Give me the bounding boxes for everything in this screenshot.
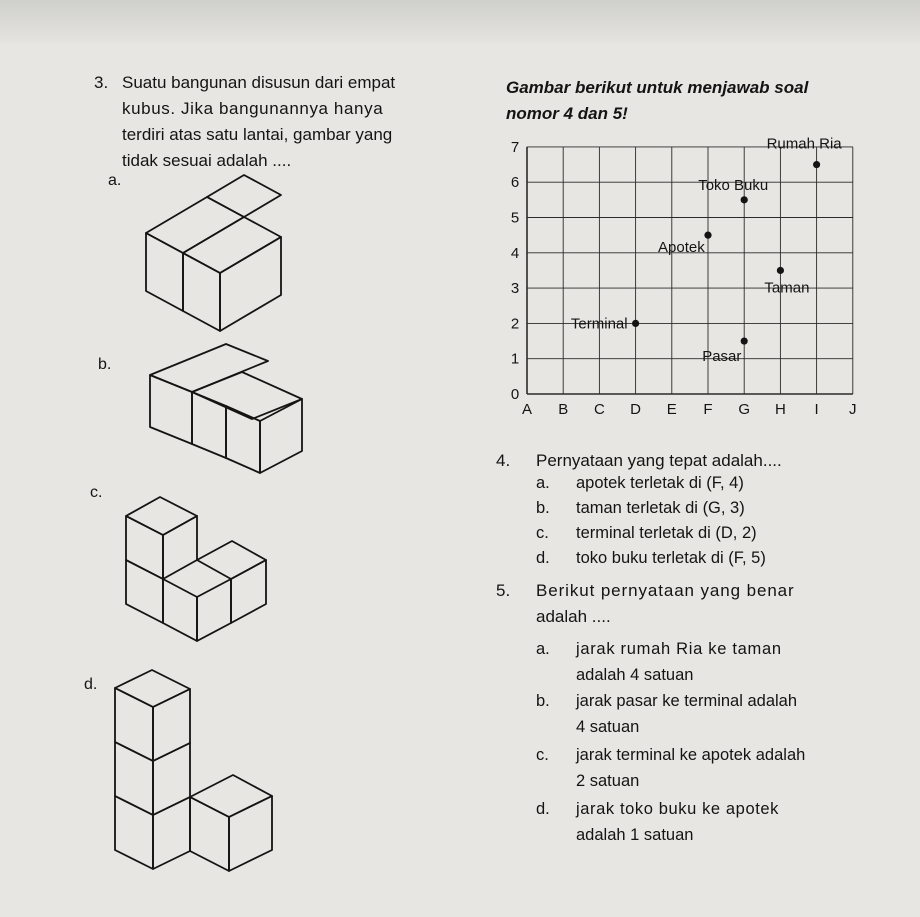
- q5-option-d-letter: d.: [536, 800, 550, 818]
- q3-option-c-letter: c.: [90, 484, 103, 501]
- location-point: [741, 337, 748, 344]
- q4-option-c-coord: (D, 2): [715, 524, 757, 542]
- location-label: Apotek: [658, 239, 705, 257]
- q5-option-c-line-2: 2 satuan: [576, 772, 640, 790]
- location-point: [813, 161, 820, 168]
- q5-option-d-line-2: adalah 1 satuan: [576, 826, 694, 844]
- q4-option-b-text: taman terletak di: [576, 499, 703, 517]
- q3-option-a-letter: a.: [108, 172, 122, 189]
- location-label: Terminal: [570, 315, 628, 333]
- q3-line-2: kubus. Jika bangunannya hanya: [122, 99, 384, 118]
- q4-option-c: [576, 522, 757, 544]
- q4-option-b-letter: b.: [536, 499, 550, 517]
- q4-option-a-coord: (F, 4): [706, 474, 744, 492]
- q4-option-c-letter: c.: [536, 524, 549, 542]
- q4-text: Pernyataan yang tepat adalah....: [536, 451, 782, 470]
- q5-line-2: adalah ....: [536, 607, 611, 626]
- y-tick-label: 7: [510, 138, 520, 156]
- q5-option-c-letter: c.: [536, 746, 549, 764]
- q5-option-b-line-1: jarak pasar ke terminal adalah: [576, 692, 798, 710]
- q3-option-d-letter: d.: [84, 676, 98, 693]
- x-tick-label: A: [521, 401, 533, 418]
- x-tick-label: G: [738, 401, 751, 418]
- q3-option-b-letter: b.: [98, 356, 112, 373]
- y-tick-label: 0: [510, 386, 520, 403]
- q4-option-b-coord: (G, 3): [702, 499, 745, 517]
- q5-option-b-line-2: 4 satuan: [576, 718, 640, 736]
- x-tick-label: C: [593, 401, 605, 418]
- q4-option-b: [576, 497, 745, 519]
- q5-option-b-letter: b.: [536, 692, 550, 710]
- q5-option-d-line-1: jarak toko buku ke apotek: [576, 800, 780, 818]
- q4-option-d-coord: (F, 5): [728, 549, 766, 567]
- map-instruction-line-2: nomor 4 dan 5!: [506, 104, 628, 123]
- y-tick-label: 3: [510, 280, 520, 298]
- q4-option-a-letter: a.: [536, 474, 550, 492]
- q4-option-d-text: toko buku terletak di: [576, 549, 729, 567]
- q4-option-d: [576, 547, 766, 569]
- location-label: Rumah Ria: [766, 135, 842, 153]
- y-tick-label: 5: [510, 209, 520, 227]
- q5-option-a-line-1: jarak rumah Ria ke taman: [576, 640, 782, 658]
- x-tick-label: E: [666, 401, 677, 418]
- y-tick-label: 2: [510, 315, 520, 333]
- location-label: Taman: [764, 279, 810, 297]
- x-tick-label: I: [814, 401, 819, 418]
- location-point: [632, 320, 639, 327]
- q4-option-c-text: terminal terletak di: [576, 524, 716, 542]
- location-point: [704, 232, 711, 239]
- q5-line-1: Berikut pernyataan yang benar: [536, 581, 795, 600]
- q4-option-a: [576, 472, 744, 494]
- y-tick-label: 6: [510, 174, 520, 192]
- x-tick-label: B: [558, 401, 569, 418]
- q3-line-1: Suatu bangunan disusun dari empat: [122, 73, 396, 92]
- q4-option-a-text: apotek terletak di: [576, 474, 707, 492]
- y-tick-label: 4: [510, 244, 520, 262]
- y-tick-label: 1: [510, 350, 520, 368]
- location-label: Toko Buku: [698, 176, 769, 194]
- location-point: [741, 196, 748, 203]
- q4-number: 4.: [496, 451, 511, 470]
- x-tick-label: F: [703, 401, 713, 418]
- q3-line-4: tidak sesuai adalah ....: [122, 151, 292, 170]
- location-point: [777, 267, 784, 274]
- q5-option-a-letter: a.: [536, 640, 550, 658]
- x-tick-label: H: [774, 401, 786, 418]
- map-instruction-line-1: Gambar berikut untuk menjawab soal: [506, 78, 809, 97]
- q5-option-a-line-2: adalah 4 satuan: [576, 666, 694, 684]
- q4-option-d-letter: d.: [536, 549, 550, 567]
- x-tick-label: D: [630, 401, 642, 418]
- x-tick-label: J: [849, 401, 857, 418]
- location-label: Pasar: [702, 348, 742, 366]
- q5-option-c-line-1: jarak terminal ke apotek adalah: [576, 746, 806, 764]
- q5-number: 5.: [496, 581, 511, 600]
- q3-line-3: terdiri atas satu lantai, gambar yang: [122, 125, 393, 144]
- q3-number: 3.: [94, 73, 109, 92]
